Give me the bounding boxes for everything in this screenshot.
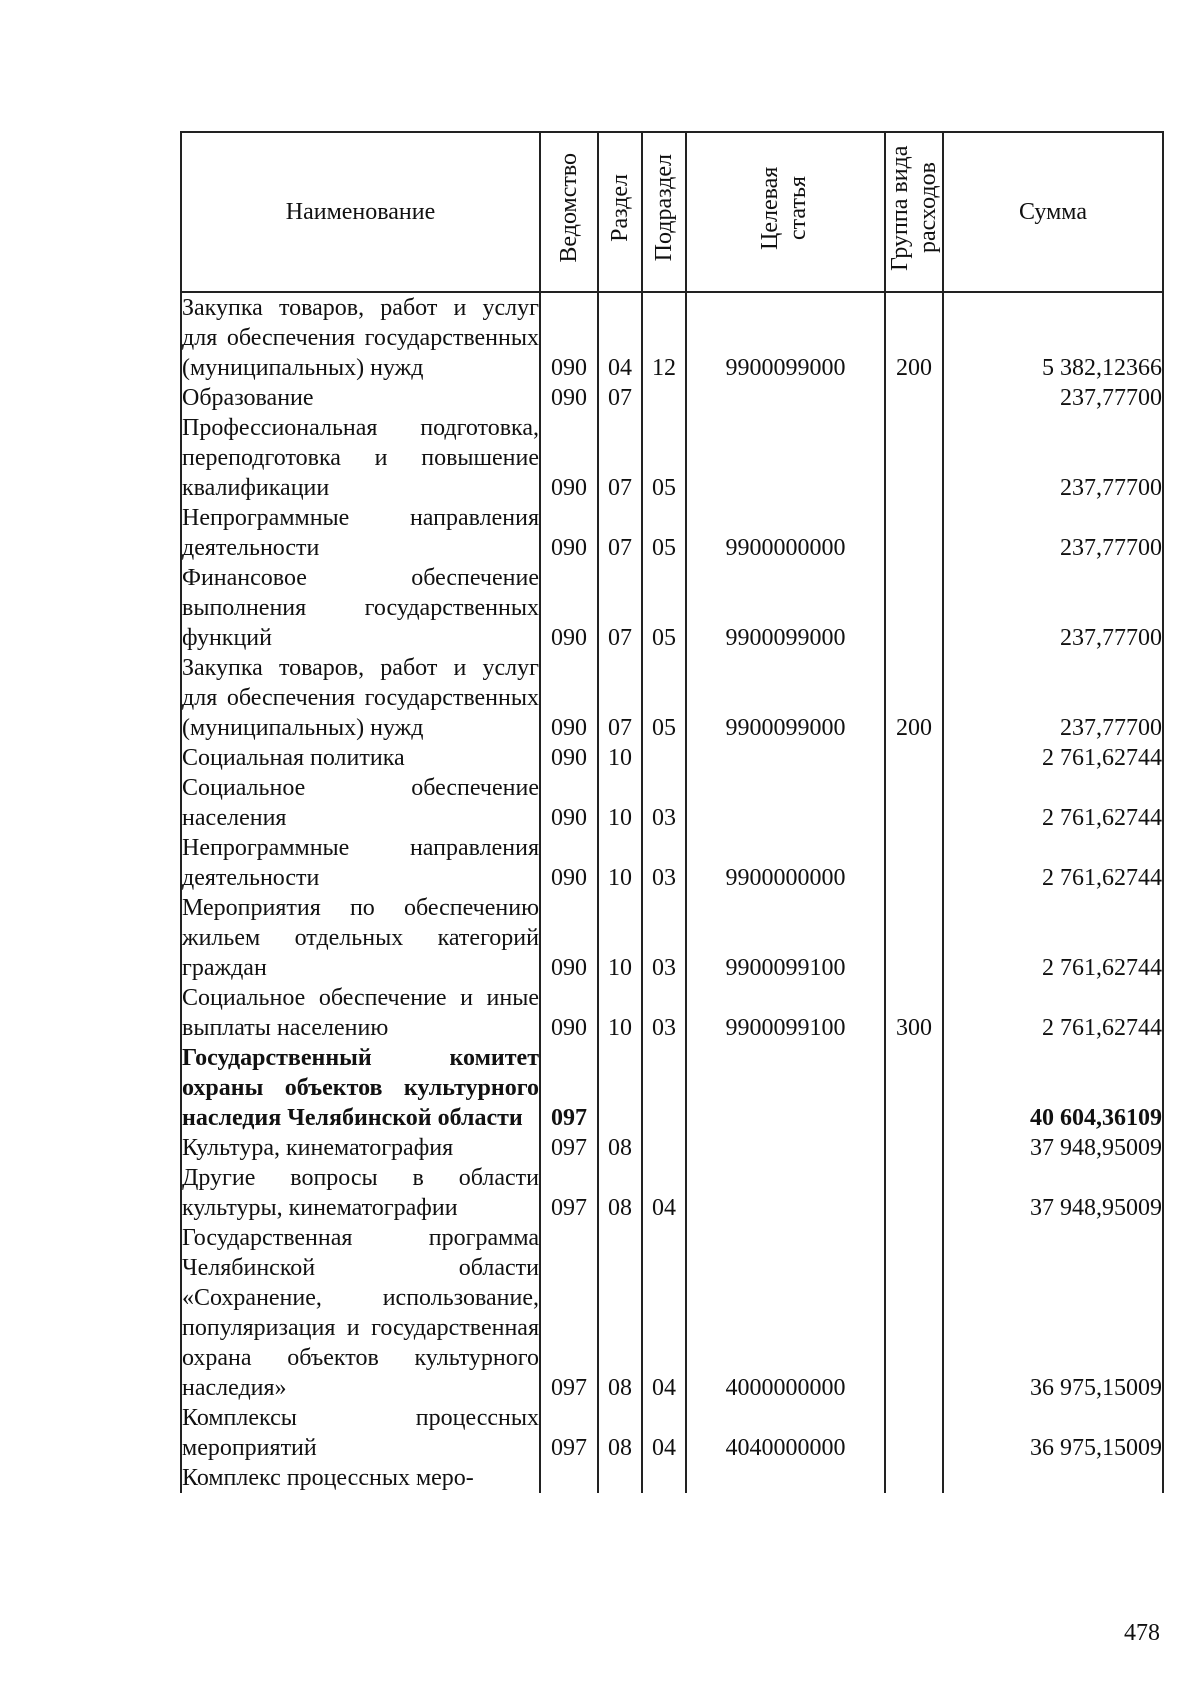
row-amount-cell: 2 761,62744: [943, 743, 1163, 773]
row-amount-cell: 36 975,15009: [943, 1223, 1163, 1403]
row-target-item-cell: [686, 773, 885, 833]
row-expense-group-cell: [885, 773, 943, 833]
row-section-cell: 07: [598, 413, 642, 503]
row-target-item-cell: 9900099100: [686, 983, 885, 1043]
row-name-cell: Мероприятия по обеспечению жильем отдельных категорий граждан: [182, 895, 539, 981]
row-target-item-cell: [686, 383, 885, 413]
row-expense-group-cell: [885, 563, 943, 653]
row-expense-group-cell: [885, 1403, 943, 1463]
row-name-cell: Комплекс процессных меро-: [181, 1463, 540, 1493]
row-name-cell: Другие вопросы в области культуры, кинематографии: [182, 1165, 539, 1221]
row-subsection-cell: 03: [642, 983, 686, 1043]
row-expense-group-cell: 200: [885, 653, 943, 743]
row-section-cell: 10: [598, 773, 642, 833]
row-target-item-cell: [686, 1043, 885, 1133]
row-department-cell: 090: [540, 413, 598, 503]
row-section-cell: 10: [598, 833, 642, 893]
row-expense-group-cell: [885, 833, 943, 893]
row-department-cell: 097: [540, 1133, 598, 1163]
row-amount-cell: 237,77700: [943, 563, 1163, 653]
row-expense-group-cell: [885, 503, 943, 563]
row-target-item-cell: [686, 413, 885, 503]
row-section-cell: 07: [598, 653, 642, 743]
header-expense-group: Группа вида расходов: [885, 132, 943, 292]
row-subsection-cell: 04: [642, 1163, 686, 1223]
header-subsection: Подраздел: [642, 132, 686, 292]
table-row: [181, 1043, 1163, 1133]
row-name-cell: Социальное обеспечение и иные выплаты населению: [182, 985, 539, 1041]
row-name-cell: Культура, кинематография: [181, 1133, 540, 1163]
row-subsection-cell: [642, 1043, 686, 1133]
row-name-cell: Непрограммные направления деятельности: [182, 835, 539, 891]
row-name-cell: Государственная программа Челябинской области «Сохранение, использование, популяризация и государственная охрана объектов культурного наследия»: [182, 1225, 539, 1401]
row-amount-cell: 37 948,95009: [943, 1133, 1163, 1163]
row-section-cell: 04: [598, 292, 642, 383]
header-target-item: Целевая статья: [686, 132, 885, 292]
budget-table: [180, 131, 1164, 1493]
row-section-cell: 08: [598, 1163, 642, 1223]
table-row: [181, 563, 1163, 653]
row-department-cell: 090: [540, 893, 598, 983]
row-name-cell: Закупка товаров, работ и услуг для обеспечения государственных (муниципальных) нужд: [182, 655, 539, 741]
row-subsection-cell: 03: [642, 893, 686, 983]
page-number: 478: [1124, 1620, 1160, 1646]
row-department-cell: 090: [540, 292, 598, 383]
row-subsection-cell: 05: [642, 413, 686, 503]
row-subsection-cell: [642, 743, 686, 773]
row-amount-cell: [943, 1463, 1163, 1493]
row-department-cell: 090: [540, 383, 598, 413]
row-target-item-cell: [686, 743, 885, 773]
row-section-cell: 07: [598, 383, 642, 413]
header-department: Ведомство: [540, 132, 598, 292]
row-amount-cell: 2 761,62744: [943, 983, 1163, 1043]
row-expense-group-cell: [885, 413, 943, 503]
row-name-cell: Закупка товаров, работ и услуг для обеспечения государственных (муниципальных) нужд: [181, 292, 540, 383]
row-expense-group-cell: [885, 1133, 943, 1163]
table-row: [181, 1403, 1163, 1463]
row-section-cell: 08: [598, 1133, 642, 1163]
table-row: [181, 413, 1163, 503]
row-name-cell: Финансовое обеспечение выполнения государственных функций: [182, 565, 539, 651]
row-department-cell: 097: [540, 1163, 598, 1223]
row-name-cell: Комплексы процессных мероприятий: [182, 1405, 539, 1461]
row-subsection-cell: 03: [642, 833, 686, 893]
row-name-cell: Образование: [181, 383, 540, 413]
table-row: [181, 1133, 1163, 1163]
table-row: [181, 383, 1163, 413]
row-subsection-cell: [642, 1133, 686, 1163]
row-department-cell: 097: [540, 1043, 598, 1133]
row-subsection-cell: 05: [642, 503, 686, 563]
row-department-cell: 090: [540, 563, 598, 653]
table-row: [181, 503, 1163, 563]
row-department-cell: 090: [540, 743, 598, 773]
row-section-cell: 08: [598, 1403, 642, 1463]
row-section-cell: [598, 1463, 642, 1493]
row-section-cell: 10: [598, 983, 642, 1043]
row-subsection-cell: 05: [642, 563, 686, 653]
row-amount-cell: 237,77700: [943, 653, 1163, 743]
row-department-cell: 090: [540, 653, 598, 743]
row-expense-group-cell: [885, 893, 943, 983]
table-header-row: [181, 132, 1163, 292]
row-amount-cell: 5 382,12366: [943, 292, 1163, 383]
row-department-cell: 097: [540, 1403, 598, 1463]
row-target-item-cell: [686, 1463, 885, 1493]
row-amount-cell: 2 761,62744: [943, 833, 1163, 893]
row-expense-group-cell: 300: [885, 983, 943, 1043]
table-row: [181, 1163, 1163, 1223]
row-section-cell: 10: [598, 743, 642, 773]
row-target-item-cell: 4000000000: [686, 1223, 885, 1403]
row-target-item-cell: 9900000000: [686, 833, 885, 893]
row-target-item-cell: [686, 1133, 885, 1163]
table-row: [181, 653, 1163, 743]
row-amount-cell: 237,77700: [943, 383, 1163, 413]
row-expense-group-cell: [885, 743, 943, 773]
table-row: [181, 773, 1163, 833]
row-target-item-cell: 4040000000: [686, 1403, 885, 1463]
row-target-item-cell: 9900099100: [686, 893, 885, 983]
header-amount: Сумма: [943, 132, 1163, 292]
row-amount-cell: 237,77700: [943, 413, 1163, 503]
table-row: [181, 833, 1163, 893]
table-row: [181, 1463, 1163, 1493]
row-department-cell: 090: [540, 773, 598, 833]
row-department-cell: 090: [540, 833, 598, 893]
row-section-cell: 07: [598, 503, 642, 563]
table-row: [181, 743, 1163, 773]
row-section-cell: 08: [598, 1223, 642, 1403]
row-expense-group-cell: [885, 1463, 943, 1493]
table-body: [181, 292, 1163, 1493]
row-department-cell: [540, 1463, 598, 1493]
row-section-cell: 10: [598, 893, 642, 983]
row-department-cell: 090: [540, 983, 598, 1043]
row-expense-group-cell: [885, 1163, 943, 1223]
row-amount-cell: 2 761,62744: [943, 773, 1163, 833]
row-subsection-cell: 03: [642, 773, 686, 833]
row-amount-cell: 37 948,95009: [943, 1163, 1163, 1223]
row-subsection-cell: 04: [642, 1403, 686, 1463]
row-target-item-cell: [686, 1163, 885, 1223]
row-subsection-cell: [642, 1463, 686, 1493]
row-amount-cell: 2 761,62744: [943, 893, 1163, 983]
row-expense-group-cell: 200: [885, 292, 943, 383]
row-expense-group-cell: [885, 1223, 943, 1403]
row-target-item-cell: 9900099000: [686, 563, 885, 653]
row-target-item-cell: 9900099000: [686, 292, 885, 383]
row-name-cell: Социальная политика: [181, 743, 540, 773]
row-section-cell: 07: [598, 563, 642, 653]
row-expense-group-cell: [885, 1043, 943, 1133]
table-row: [181, 292, 1163, 383]
row-target-item-cell: 9900099000: [686, 653, 885, 743]
row-subsection-cell: [642, 383, 686, 413]
row-department-cell: 097: [540, 1223, 598, 1403]
row-expense-group-cell: [885, 383, 943, 413]
row-amount-cell: 36 975,15009: [943, 1403, 1163, 1463]
row-name-cell: Государственный комитет охраны объектов культурного наследия Челябинской области: [182, 1045, 539, 1131]
row-amount-cell: 40 604,36109: [943, 1043, 1163, 1133]
header-section: Раздел: [598, 132, 642, 292]
table-row: [181, 1223, 1163, 1403]
row-department-cell: 090: [540, 503, 598, 563]
row-name-cell: Непрограммные направления деятельности: [182, 505, 539, 561]
row-amount-cell: 237,77700: [943, 503, 1163, 563]
row-name-cell: Социальное обеспечение населения: [182, 775, 539, 831]
row-subsection-cell: 12: [642, 292, 686, 383]
table-row: [181, 983, 1163, 1043]
row-target-item-cell: 9900000000: [686, 503, 885, 563]
row-name-cell: Профессиональная подготовка, переподготовка и повышение квалификации: [182, 415, 539, 501]
row-subsection-cell: 05: [642, 653, 686, 743]
row-section-cell: [598, 1043, 642, 1133]
row-subsection-cell: 04: [642, 1223, 686, 1403]
table-row: [181, 893, 1163, 983]
header-name: Наименование: [181, 132, 540, 292]
